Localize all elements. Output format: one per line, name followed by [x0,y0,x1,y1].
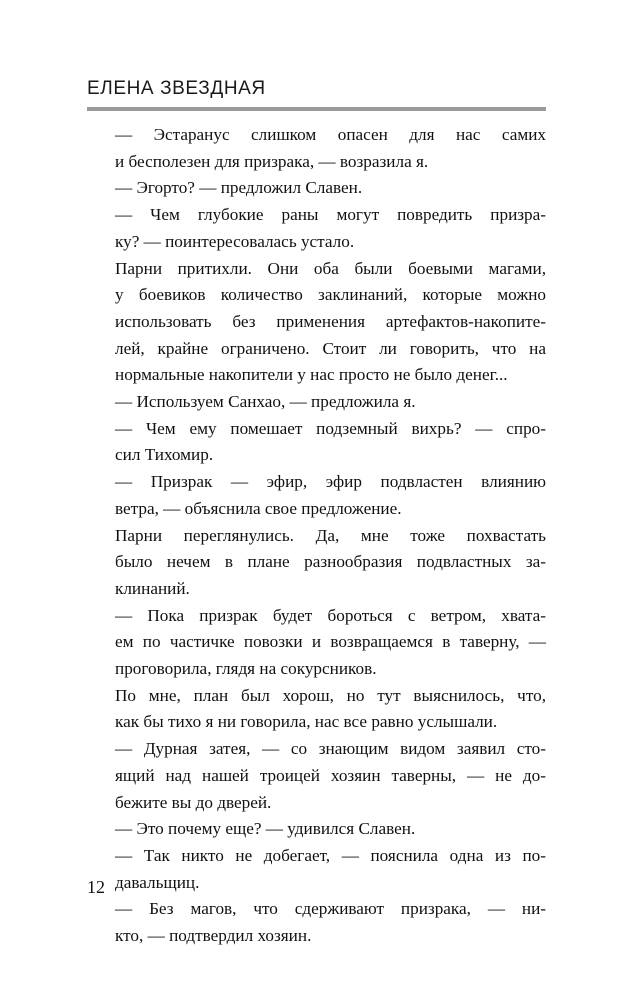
text-line: Парни притихли. Они оба были боевыми магами, [115,258,546,278]
paragraph [87,469,546,522]
text-line: сил Тихомир. [115,445,214,465]
text-line: — Дурная затея, — со знающим видом заявил сто- [115,739,546,759]
paragraph [87,416,546,469]
paragraph [87,736,546,816]
text-line: По мне, план был хорош, но тут выяснилось, что, [115,685,546,705]
page-number: 12 [87,877,105,897]
text-line: ку? — поинтересовалась устало. [115,231,355,251]
text-line: — Это почему еще? — удивился Славен. [115,819,416,839]
paragraph [87,389,546,416]
paragraph [87,896,546,949]
text-line: как бы тихо я ни говорила, нас все равно услышали. [115,712,498,732]
paragraph [87,122,546,175]
text-line: проговорила, глядя на сокурсников. [115,659,377,679]
text-line: — Чем ему помешает подземный вихрь? — спро- [115,418,546,438]
text-line: нормальные накопители у нас просто не было денег... [115,365,508,385]
text-line: кто, — подтвердил хозяин. [115,926,312,946]
body-text [87,122,546,950]
text-line: у боевиков количество заклинаний, которые можно [115,285,546,305]
paragraph [87,603,546,683]
author-name: ЕЛЕНА ЗВЕЗДНАЯ [87,78,266,99]
text-line: и бесполезен для призрака, — возразила я. [115,151,429,171]
text-line: Парни переглянулись. Да, мне тоже похвастать [115,525,546,545]
text-line: давальщиц. [115,872,200,892]
text-line: — Эгорто? — предложил Славен. [115,178,363,198]
text-line: ем по частичке повозки и возвращаемся в таверну, — [115,632,546,652]
text-line: было нечем в плане разнообразия подвластных за- [115,552,546,572]
text-line: — Чем глубокие раны могут повредить призра- [115,205,546,225]
header-rule [87,107,546,111]
text-line: — Используем Санхао, — предложила я. [115,392,416,412]
paragraph [87,683,546,736]
paragraph [87,843,546,896]
text-line: — Так никто не добегает, — пояснила одна из по- [115,845,546,865]
paragraph [87,202,546,255]
text-line: ящий над нашей троицей хозяин таверны, — не до- [115,765,546,785]
text-line: использовать без применения артефактов-накопите- [115,311,546,331]
text-line: клинаний. [115,578,190,598]
text-line: ветра, — объяснила свое предложение. [115,498,402,518]
paragraph [87,816,546,843]
paragraph [87,523,546,603]
text-line: бежите вы до дверей. [115,792,272,812]
running-header [87,78,546,111]
paragraph [87,256,546,390]
text-line: — Пока призрак будет бороться с ветром, хвата- [115,605,546,625]
text-line: — Призрак — эфир, эфир подвластен влиянию [115,472,546,492]
text-line: — Эстаранус слишком опасен для нас самих [115,125,546,144]
text-line: лей, крайне ограничено. Стоит ли говорить, что на [115,338,546,358]
paragraph [87,175,546,202]
text-line: — Без магов, что сдерживают призрака, — ни- [115,899,546,919]
